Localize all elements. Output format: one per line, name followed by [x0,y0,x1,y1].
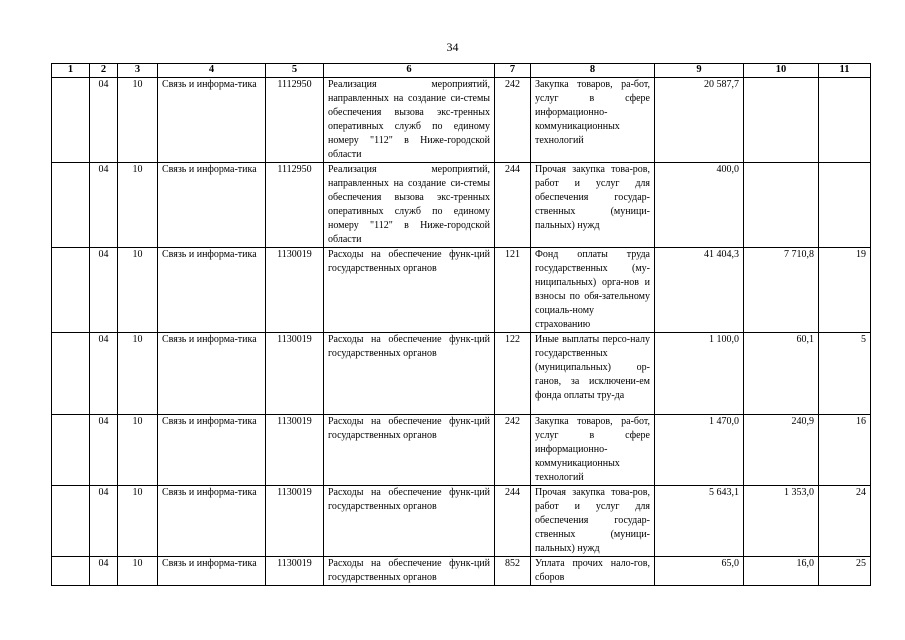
cell-section: 04 [90,486,118,557]
cell-percent: 24 [819,486,871,557]
cell-target-code: 1130019 [266,557,324,586]
cell-amount: 41 404,3 [655,248,744,333]
cell-percent: 19 [819,248,871,333]
cell-section-name: Связь и информа-тика [158,486,266,557]
cell-expense-code: 122 [495,333,531,415]
cell-subsection: 10 [118,248,158,333]
cell-expense-name: Закупка товаров, ра-бот, услуг в сфере информационно-коммуникационных технологий [531,415,655,486]
cell-amount: 65,0 [655,557,744,586]
cell-expense-name: Закупка товаров, ра-бот, услуг в сфере информационно-коммуникационных технологий [531,78,655,163]
cell-col1 [52,248,90,333]
column-header: 1 [52,64,90,78]
cell-section-name: Связь и информа-тика [158,333,266,415]
cell-subsection: 10 [118,163,158,248]
column-header: 3 [118,64,158,78]
cell-amount-2 [744,163,819,248]
cell-expense-code: 121 [495,248,531,333]
cell-subsection: 10 [118,557,158,586]
cell-section-name: Связь и информа-тика [158,78,266,163]
column-header: 9 [655,64,744,78]
cell-subsection: 10 [118,333,158,415]
cell-target-name: Расходы на обеспечение функ-ций государственных органов [324,557,495,586]
cell-col1 [52,557,90,586]
cell-expense-name: Уплата прочих нало-гов, сборов [531,557,655,586]
table-row [52,248,871,333]
column-header: 4 [158,64,266,78]
table-row [52,163,871,248]
cell-target-code: 1130019 [266,248,324,333]
cell-percent: 25 [819,557,871,586]
cell-expense-name: Прочая закупка това-ров, работ и услуг для обеспечения государ-ственных (муници-пальных) нужд [531,486,655,557]
cell-section-name: Связь и информа-тика [158,163,266,248]
cell-section: 04 [90,333,118,415]
cell-expense-name: Иные выплаты персо-налу государственных (муниципальных) ор-ганов, за исключени-ем фонда оплаты тру-да [531,333,655,415]
cell-target-code: 1130019 [266,415,324,486]
column-header: 11 [819,64,871,78]
cell-expense-code: 244 [495,163,531,248]
cell-col1 [52,486,90,557]
cell-section: 04 [90,415,118,486]
cell-target-code: 1130019 [266,333,324,415]
cell-amount-2: 60,1 [744,333,819,415]
column-header: 10 [744,64,819,78]
cell-expense-code: 852 [495,557,531,586]
cell-expense-name: Фонд оплаты труда государственных (му-ниципальных) орга-нов и взносы по обя-зательному социаль-ному страхованию [531,248,655,333]
cell-target-code: 1130019 [266,486,324,557]
cell-section-name: Связь и информа-тика [158,415,266,486]
cell-target-name: Реализация мероприятий, направленных на создание си-стемы обеспечения вызова экс-тренных оперативных служб по единому номеру "112" в Ниже-городской области [324,78,495,163]
cell-percent [819,78,871,163]
cell-amount: 400,0 [655,163,744,248]
cell-subsection: 10 [118,486,158,557]
cell-target-name: Расходы на обеспечение функ-ций государственных органов [324,486,495,557]
page-number: 34 [446,40,459,54]
cell-section-name: Связь и информа-тика [158,248,266,333]
cell-target-code: 1112950 [266,163,324,248]
cell-subsection: 10 [118,78,158,163]
cell-subsection: 10 [118,415,158,486]
table-row [52,78,871,163]
cell-amount-2: 240,9 [744,415,819,486]
cell-col1 [52,415,90,486]
cell-amount-2: 1 353,0 [744,486,819,557]
column-header: 5 [266,64,324,78]
cell-col1 [52,78,90,163]
cell-section-name: Связь и информа-тика [158,557,266,586]
cell-target-name: Расходы на обеспечение функ-ций государственных органов [324,415,495,486]
cell-percent [819,163,871,248]
cell-amount: 1 100,0 [655,333,744,415]
cell-expense-code: 244 [495,486,531,557]
column-header: 7 [495,64,531,78]
cell-col1 [52,163,90,248]
cell-target-code: 1112950 [266,78,324,163]
cell-amount-2: 7 710,8 [744,248,819,333]
table-row [52,486,871,557]
table-row [52,557,871,586]
cell-col1 [52,333,90,415]
cell-expense-code: 242 [495,415,531,486]
cell-target-name: Расходы на обеспечение функ-ций государственных органов [324,333,495,415]
cell-section: 04 [90,163,118,248]
cell-percent: 16 [819,415,871,486]
cell-percent: 5 [819,333,871,415]
table-row [52,333,871,415]
cell-amount-2 [744,78,819,163]
cell-expense-code: 242 [495,78,531,163]
budget-table [51,63,871,586]
cell-target-name: Расходы на обеспечение функ-ций государственных органов [324,248,495,333]
cell-expense-name: Прочая закупка това-ров, работ и услуг для обеспечения государ-ственных (муници-пальных) нужд [531,163,655,248]
column-header: 2 [90,64,118,78]
cell-section: 04 [90,248,118,333]
cell-amount: 1 470,0 [655,415,744,486]
cell-amount: 20 587,7 [655,78,744,163]
cell-section: 04 [90,78,118,163]
header-row [52,64,871,78]
cell-amount-2: 16,0 [744,557,819,586]
table-row [52,415,871,486]
column-header: 6 [324,64,495,78]
cell-target-name: Реализация мероприятий, направленных на создание си-стемы обеспечения вызова экс-тренных оперативных служб по единому номеру "112" в Ниже-городской области [324,163,495,248]
cell-amount: 5 643,1 [655,486,744,557]
cell-section: 04 [90,557,118,586]
column-header: 8 [531,64,655,78]
